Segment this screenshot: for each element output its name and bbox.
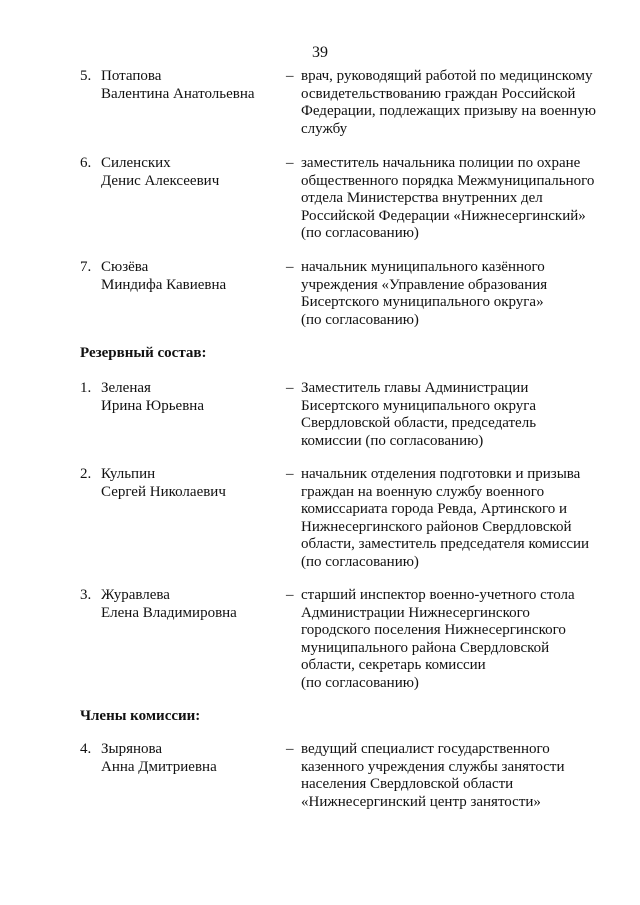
desc-line: отдела Министерства внутренних дел <box>301 190 543 206</box>
desc-line: заместитель начальника полиции по охране <box>301 155 581 171</box>
position-description <box>301 380 621 450</box>
desc-line: Российской Федерации «Нижнесергинский» <box>301 207 586 224</box>
desc-line: освидетельствованию граждан Российской <box>301 85 576 102</box>
dash: – <box>286 587 294 603</box>
surname: Сюзёва <box>101 259 149 275</box>
item-number: 1. <box>80 380 92 396</box>
item-number: 7. <box>80 259 92 275</box>
person-name <box>101 259 281 294</box>
desc-line: Заместитель главы Администрации <box>301 380 529 396</box>
dash: – <box>286 68 294 84</box>
desc-line: граждан на военную службу военного <box>301 483 545 500</box>
surname: Журавлева <box>101 587 170 603</box>
desc-line: (по согласованию) <box>301 225 419 241</box>
desc-line: муниципального района Свердловской <box>301 639 550 656</box>
desc-line: (по согласованию) <box>301 553 419 570</box>
desc-line: области, заместитель председателя комиссии <box>301 536 590 552</box>
desc-line: учреждения «Управление образования <box>301 276 548 293</box>
item-number: 2. <box>80 466 92 482</box>
desc-line: (по согласованию) <box>301 311 419 328</box>
dash: – <box>286 466 294 482</box>
section-title-members: Члены комиссии: <box>80 708 201 724</box>
position-description <box>301 259 621 329</box>
item-number: 4. <box>80 741 92 757</box>
desc-line: комиссии (по согласованию) <box>301 432 484 449</box>
person-name <box>101 741 281 776</box>
given-names: Елена Владимировна <box>101 604 237 621</box>
desc-line: Нижнесергинского районов Свердловской <box>301 518 572 535</box>
dash: – <box>286 259 294 275</box>
desc-line: (по согласованию) <box>301 674 419 691</box>
position-description <box>301 587 621 692</box>
section-title-reserve: Резервный состав: <box>80 345 207 361</box>
given-names: Анна Дмитриевна <box>101 758 217 775</box>
desc-line: Администрации Нижнесергинского <box>301 604 530 621</box>
surname: Зырянова <box>101 741 163 757</box>
surname: Кульпин <box>101 466 156 482</box>
person-name <box>101 466 281 501</box>
given-names: Денис Алексеевич <box>101 172 220 189</box>
person-name <box>101 68 281 103</box>
desc-line: службу <box>301 120 348 137</box>
given-names: Ирина Юрьевна <box>101 397 204 414</box>
position-description <box>301 155 621 243</box>
person-name <box>101 155 281 190</box>
desc-line: городского поселения Нижнесергинского <box>301 622 566 638</box>
person-name <box>101 380 281 415</box>
desc-line: начальник муниципального казённого <box>301 259 545 275</box>
surname: Зеленая <box>101 380 151 396</box>
dash: – <box>286 741 294 757</box>
person-name <box>101 587 281 622</box>
surname: Силенских <box>101 155 171 171</box>
desc-line: области, секретарь комиссии <box>301 657 486 673</box>
desc-line: казенного учреждения службы занятости <box>301 758 565 775</box>
desc-line: Бисертского муниципального округа» <box>301 294 544 310</box>
item-number: 5. <box>80 68 92 84</box>
desc-line: старший инспектор военно-учетного стола <box>301 587 575 603</box>
desc-line: населения Свердловской области <box>301 776 514 792</box>
desc-line: ведущий специалист государственного <box>301 741 550 757</box>
desc-line: начальник отделения подготовки и призыва <box>301 466 581 482</box>
position-description <box>301 466 621 571</box>
position-description <box>301 741 621 811</box>
page-number: 39 <box>312 44 328 61</box>
surname: Потапова <box>101 68 162 84</box>
desc-line: Свердловской области, председатель <box>301 415 537 431</box>
desc-line: общественного порядка Межмуниципального <box>301 172 595 189</box>
desc-line: «Нижнесергинский центр занятости» <box>301 793 541 810</box>
position-description <box>301 68 621 138</box>
desc-line: Бисертского муниципального округа <box>301 397 537 414</box>
dash: – <box>286 380 294 396</box>
item-number: 3. <box>80 587 92 603</box>
given-names: Миндифа Кавиевна <box>101 276 227 293</box>
given-names: Валентина Анатольевна <box>101 85 255 102</box>
given-names: Сергей Николаевич <box>101 483 226 500</box>
dash: – <box>286 155 294 171</box>
item-number: 6. <box>80 155 92 171</box>
desc-line: Федерации, подлежащих призыву на военную <box>301 103 596 119</box>
desc-line: врач, руководящий работой по медицинскому <box>301 68 593 84</box>
desc-line: комиссариата города Ревда, Артинского и <box>301 501 568 517</box>
